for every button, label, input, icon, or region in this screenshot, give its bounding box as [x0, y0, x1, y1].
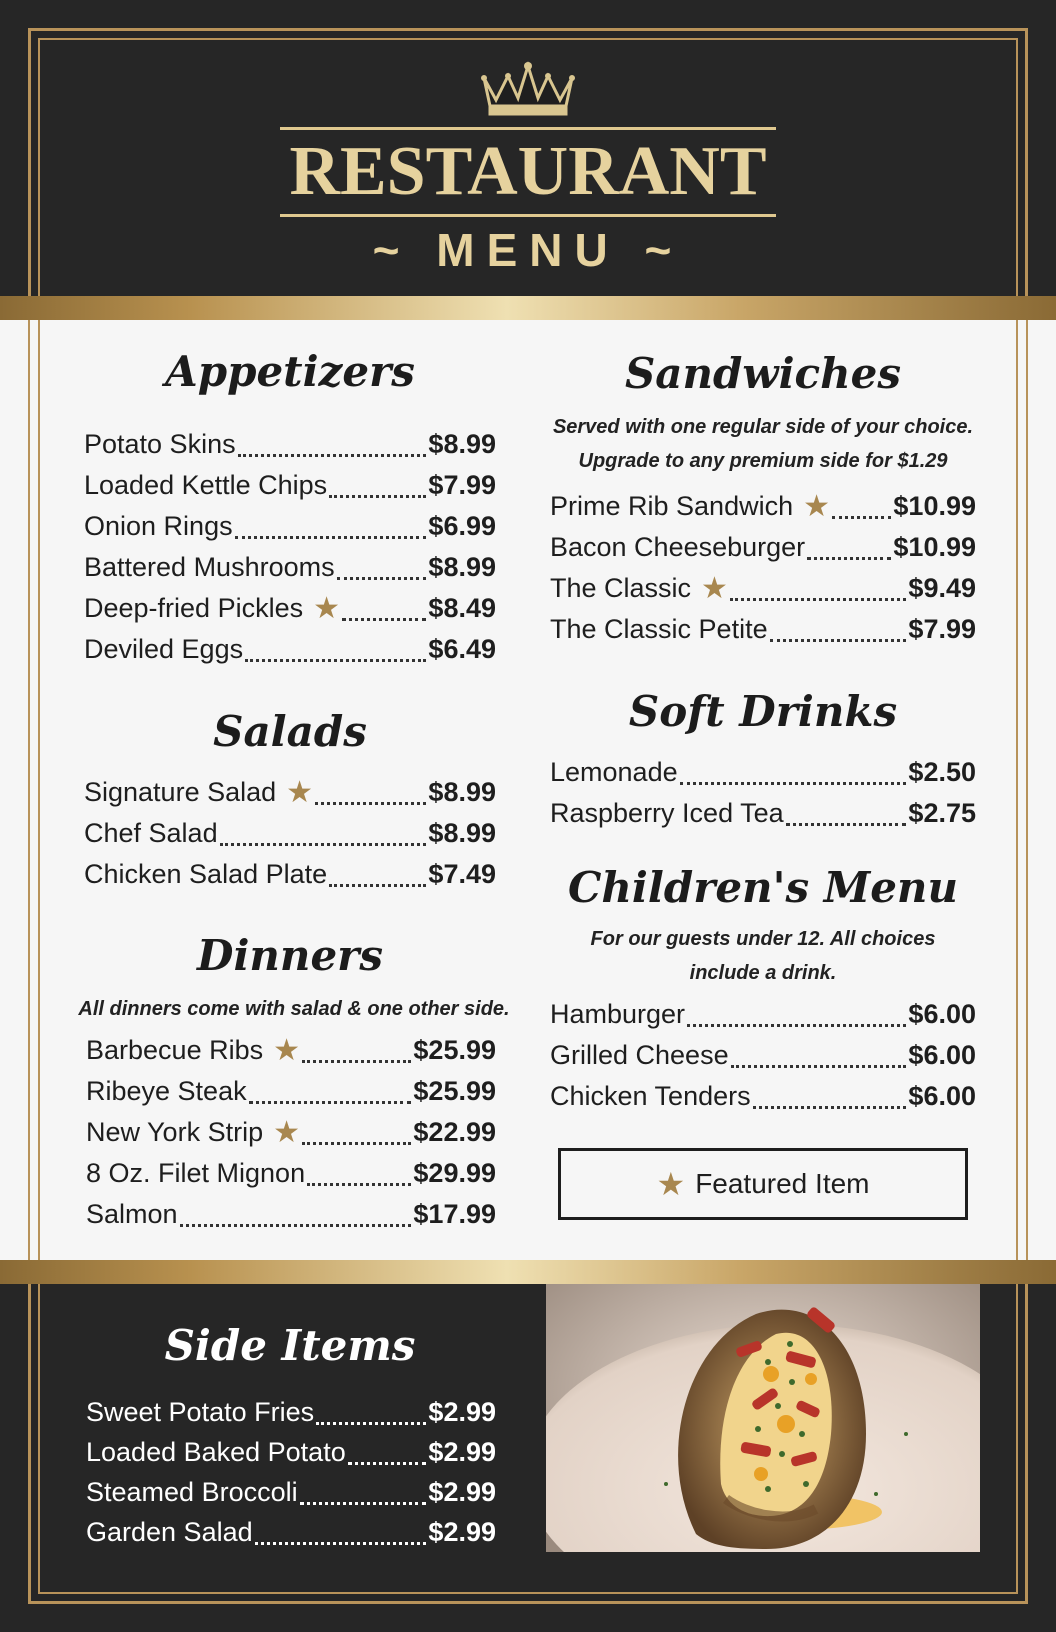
dot-leader — [731, 1045, 907, 1068]
dot-leader — [329, 864, 426, 887]
item-price: $2.99 — [428, 1477, 496, 1507]
dot-leader — [730, 578, 906, 601]
item-name: Sweet Potato Fries — [86, 1397, 315, 1427]
restaurant-title: RESTAURANT — [289, 133, 767, 210]
appetizer-item — [84, 506, 496, 547]
item-price: $6.00 — [908, 999, 976, 1029]
sandwich-item — [550, 527, 976, 568]
dot-leader — [300, 1482, 427, 1505]
item-price: $6.49 — [428, 634, 496, 664]
dot-leader — [786, 803, 907, 826]
item-price: $2.50 — [908, 757, 976, 787]
item-price: $8.99 — [428, 552, 496, 582]
item-name: Prime Rib Sandwich — [550, 491, 794, 521]
item-name: Signature Salad — [84, 777, 277, 807]
dot-leader — [302, 1040, 411, 1063]
salad-item — [84, 772, 496, 813]
childrens-item — [550, 1076, 976, 1117]
item-price: $25.99 — [413, 1035, 496, 1065]
item-price: $9.49 — [908, 573, 976, 603]
menu-subtitle: ~ MENU ~ — [372, 224, 684, 276]
appetizers-heading: Appetizers — [165, 347, 415, 396]
dinners-heading: Dinners — [197, 931, 383, 980]
dot-leader — [307, 1163, 411, 1186]
sandwiches-note-line1: Served with one regular side of your choice. — [552, 416, 974, 438]
gold-band-top — [0, 296, 1056, 320]
item-name: Chicken Salad Plate — [84, 859, 328, 889]
item-price: $6.00 — [908, 1040, 976, 1070]
side-items-heading: Side Items — [164, 1321, 416, 1370]
salads-heading: Salads — [213, 707, 367, 756]
childrens-note-line1: For our guests under 12. All choices — [590, 928, 936, 950]
item-price: $8.49 — [428, 593, 496, 623]
item-price: $25.99 — [413, 1076, 496, 1106]
gold-band-bottom — [0, 1260, 1056, 1284]
featured-star-icon: ★ — [273, 1116, 300, 1149]
item-name: 8 Oz. Filet Mignon — [86, 1158, 306, 1188]
item-price: $2.99 — [428, 1397, 496, 1427]
drink-item — [550, 752, 976, 793]
dot-leader — [680, 762, 907, 785]
appetizer-item — [84, 424, 496, 465]
star-icon: ★ — [656, 1166, 686, 1202]
dot-leader — [329, 475, 426, 498]
item-name: Barbecue Ribs — [86, 1035, 264, 1065]
item-name: Potato Skins — [84, 429, 236, 459]
side-item — [86, 1432, 496, 1473]
drink-item — [550, 793, 976, 834]
dot-leader — [770, 619, 907, 642]
featured-star-icon: ★ — [701, 572, 728, 605]
title-top-rule — [280, 127, 776, 130]
item-price: $2.75 — [908, 798, 976, 828]
sandwiches-heading: Sandwiches — [624, 349, 902, 398]
panel-border-left-inner — [38, 320, 40, 1260]
item-name: Battered Mushrooms — [84, 552, 335, 582]
item-name: Grilled Cheese — [550, 1040, 729, 1070]
title-bottom-rule — [280, 214, 776, 217]
dinner-item — [86, 1112, 496, 1153]
item-name: Ribeye Steak — [86, 1076, 247, 1106]
item-name: Chicken Tenders — [550, 1081, 751, 1111]
dot-leader — [753, 1086, 907, 1109]
soft-drinks-heading: Soft Drinks — [628, 687, 898, 736]
dot-leader — [807, 537, 891, 560]
baked-potato-image — [546, 1284, 980, 1552]
dot-leader — [249, 1081, 412, 1104]
item-name: Raspberry Iced Tea — [550, 798, 784, 828]
featured-star-icon: ★ — [803, 490, 830, 523]
childrens-item — [550, 1035, 976, 1076]
dot-leader — [302, 1122, 411, 1145]
item-price: $10.99 — [893, 491, 976, 521]
item-price: $10.99 — [893, 532, 976, 562]
item-price: $17.99 — [413, 1199, 496, 1229]
crown-icon — [474, 58, 582, 118]
item-name: Lemonade — [550, 757, 678, 787]
dot-leader — [687, 1004, 906, 1027]
item-name: The Classic Petite — [550, 614, 768, 644]
item-name: The Classic — [550, 573, 692, 603]
item-name: New York Strip — [86, 1117, 264, 1147]
item-price: $2.99 — [428, 1437, 496, 1467]
featured-star-icon: ★ — [313, 592, 340, 625]
item-price: $6.99 — [428, 511, 496, 541]
item-price: $8.99 — [428, 818, 496, 848]
dot-leader — [342, 598, 426, 621]
item-price: $6.00 — [908, 1081, 976, 1111]
item-price: $29.99 — [413, 1158, 496, 1188]
appetizer-item — [84, 588, 496, 629]
dinner-item — [86, 1194, 496, 1235]
salad-item — [84, 854, 496, 895]
item-name: Hamburger — [550, 999, 686, 1029]
appetizer-item — [84, 629, 496, 670]
item-name: Loaded Baked Potato — [86, 1437, 346, 1467]
sandwiches-note-line2: Upgrade to any premium side for $1.29 — [578, 450, 948, 472]
appetizer-item — [84, 547, 496, 588]
dot-leader — [245, 639, 426, 662]
featured-star-icon: ★ — [273, 1034, 301, 1067]
item-price: $8.99 — [428, 777, 496, 807]
dot-leader — [315, 782, 426, 805]
item-price: $22.99 — [413, 1117, 496, 1147]
childrens-note-line2: include a drink. — [689, 962, 837, 984]
panel-border-right-inner — [1016, 320, 1018, 1260]
side-item — [86, 1392, 496, 1433]
item-name: Loaded Kettle Chips — [84, 470, 328, 500]
dot-leader — [180, 1204, 412, 1227]
featured-star-icon: ★ — [286, 776, 314, 809]
dinner-item — [86, 1153, 496, 1194]
featured-item-legend — [558, 1148, 968, 1220]
dot-leader — [235, 516, 427, 539]
appetizer-item — [84, 465, 496, 506]
dot-leader — [348, 1442, 427, 1465]
item-name: Garden Salad — [86, 1517, 253, 1547]
baked-potato-photo — [546, 1284, 980, 1552]
side-item — [86, 1512, 496, 1553]
item-price: $2.99 — [428, 1517, 496, 1547]
item-name: Steamed Broccoli — [86, 1477, 298, 1507]
featured-item-label: Featured Item — [695, 1168, 870, 1199]
item-price: $7.49 — [428, 859, 496, 889]
childrens-item — [550, 994, 976, 1035]
dinner-item — [86, 1030, 496, 1071]
dot-leader — [337, 557, 427, 580]
sandwich-item — [550, 609, 976, 650]
item-price: $8.99 — [428, 429, 496, 459]
childrens-menu-heading: Children's Menu — [567, 863, 959, 912]
item-name: Salmon — [86, 1199, 178, 1229]
dot-leader — [238, 434, 427, 457]
item-price: $7.99 — [428, 470, 496, 500]
sandwich-item — [550, 568, 976, 609]
dot-leader — [832, 496, 891, 519]
dinners-note: All dinners come with salad & one other side. — [78, 998, 510, 1020]
item-price: $7.99 — [908, 614, 976, 644]
dot-leader — [255, 1522, 427, 1545]
dot-leader — [220, 823, 427, 846]
item-name: Bacon Cheeseburger — [550, 532, 806, 562]
sandwich-item — [550, 486, 976, 527]
dot-leader — [316, 1402, 426, 1425]
dinner-item — [86, 1071, 496, 1112]
panel-border-right — [1026, 320, 1028, 1260]
item-name: Deep-fried Pickles — [84, 593, 304, 623]
side-item — [86, 1472, 496, 1513]
item-name: Onion Rings — [84, 511, 233, 541]
item-name: Chef Salad — [84, 818, 218, 848]
item-name: Deviled Eggs — [84, 634, 244, 664]
panel-border-left — [28, 320, 30, 1260]
salad-item — [84, 813, 496, 854]
